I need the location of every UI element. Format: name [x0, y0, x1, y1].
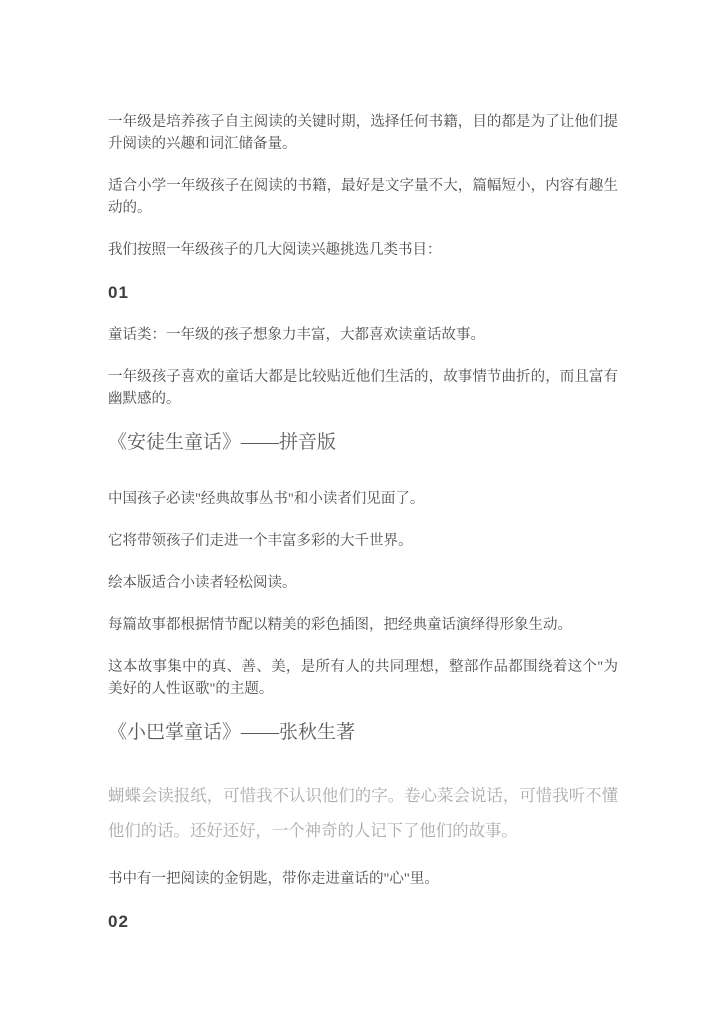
section-number-01: 01 [108, 283, 129, 302]
book-heading-xiaobazhang: 《小巴掌童话》——张秋生著 [108, 722, 356, 743]
paragraph-intro-key-period: 一年级是培养孩子自主阅读的关键时期，选择任何书籍，目的都是为了让他们提升阅读的兴趣和词汇储备量。 [108, 114, 618, 152]
section-number-02: 02 [108, 912, 129, 931]
paragraph-selection-intro: 我们按照一年级孩子的几大阅读兴趣挑选几类书目： [108, 242, 442, 258]
paragraph-fairy-tale-traits: 一年级孩子喜欢的童话大都是比较贴近他们生活的，故事情节曲折的，而且富有幽默感的。 [108, 369, 618, 407]
quote-paragraph-butterfly: 蝴蝶会读报纸，可惜我不认识他们的字。卷心菜会说话，可惜我听不懂他们的话。还好还好，一个神奇的人记下了他们的故事。 [108, 786, 618, 840]
paragraph-suitable-books: 适合小学一年级孩子在阅读的书籍，最好是文字量不大，篇幅短小，内容有趣生动的。 [108, 178, 618, 216]
paragraph-golden-key: 书中有一把阅读的金钥匙，带你走进童话的"心"里。 [108, 871, 439, 887]
paragraph-truth-goodness-beauty: 这本故事集中的真、善、美，是所有人的共同理想，整部作品都围绕着这个"为美好的人性讴歌"的主题。 [108, 659, 618, 697]
paragraph-classic-series: 中国孩子必读"经典故事丛书"和小读者们见面了。 [108, 491, 425, 507]
paragraph-picture-book-edition: 绘本版适合小读者轻松阅读。 [108, 575, 297, 591]
paragraph-colorful-world: 它将带领孩子们走进一个丰富多彩的大千世界。 [108, 533, 413, 549]
paragraph-fairy-tale-category: 童话类：一年级的孩子想象力丰富，大都喜欢读童话故事。 [108, 327, 485, 343]
paragraph-illustrations: 每篇故事都根据情节配以精美的彩色插图，把经典童话演绎得形象生动。 [108, 617, 572, 633]
book-heading-andersen: 《安徒生童话》——拼音版 [108, 432, 337, 453]
